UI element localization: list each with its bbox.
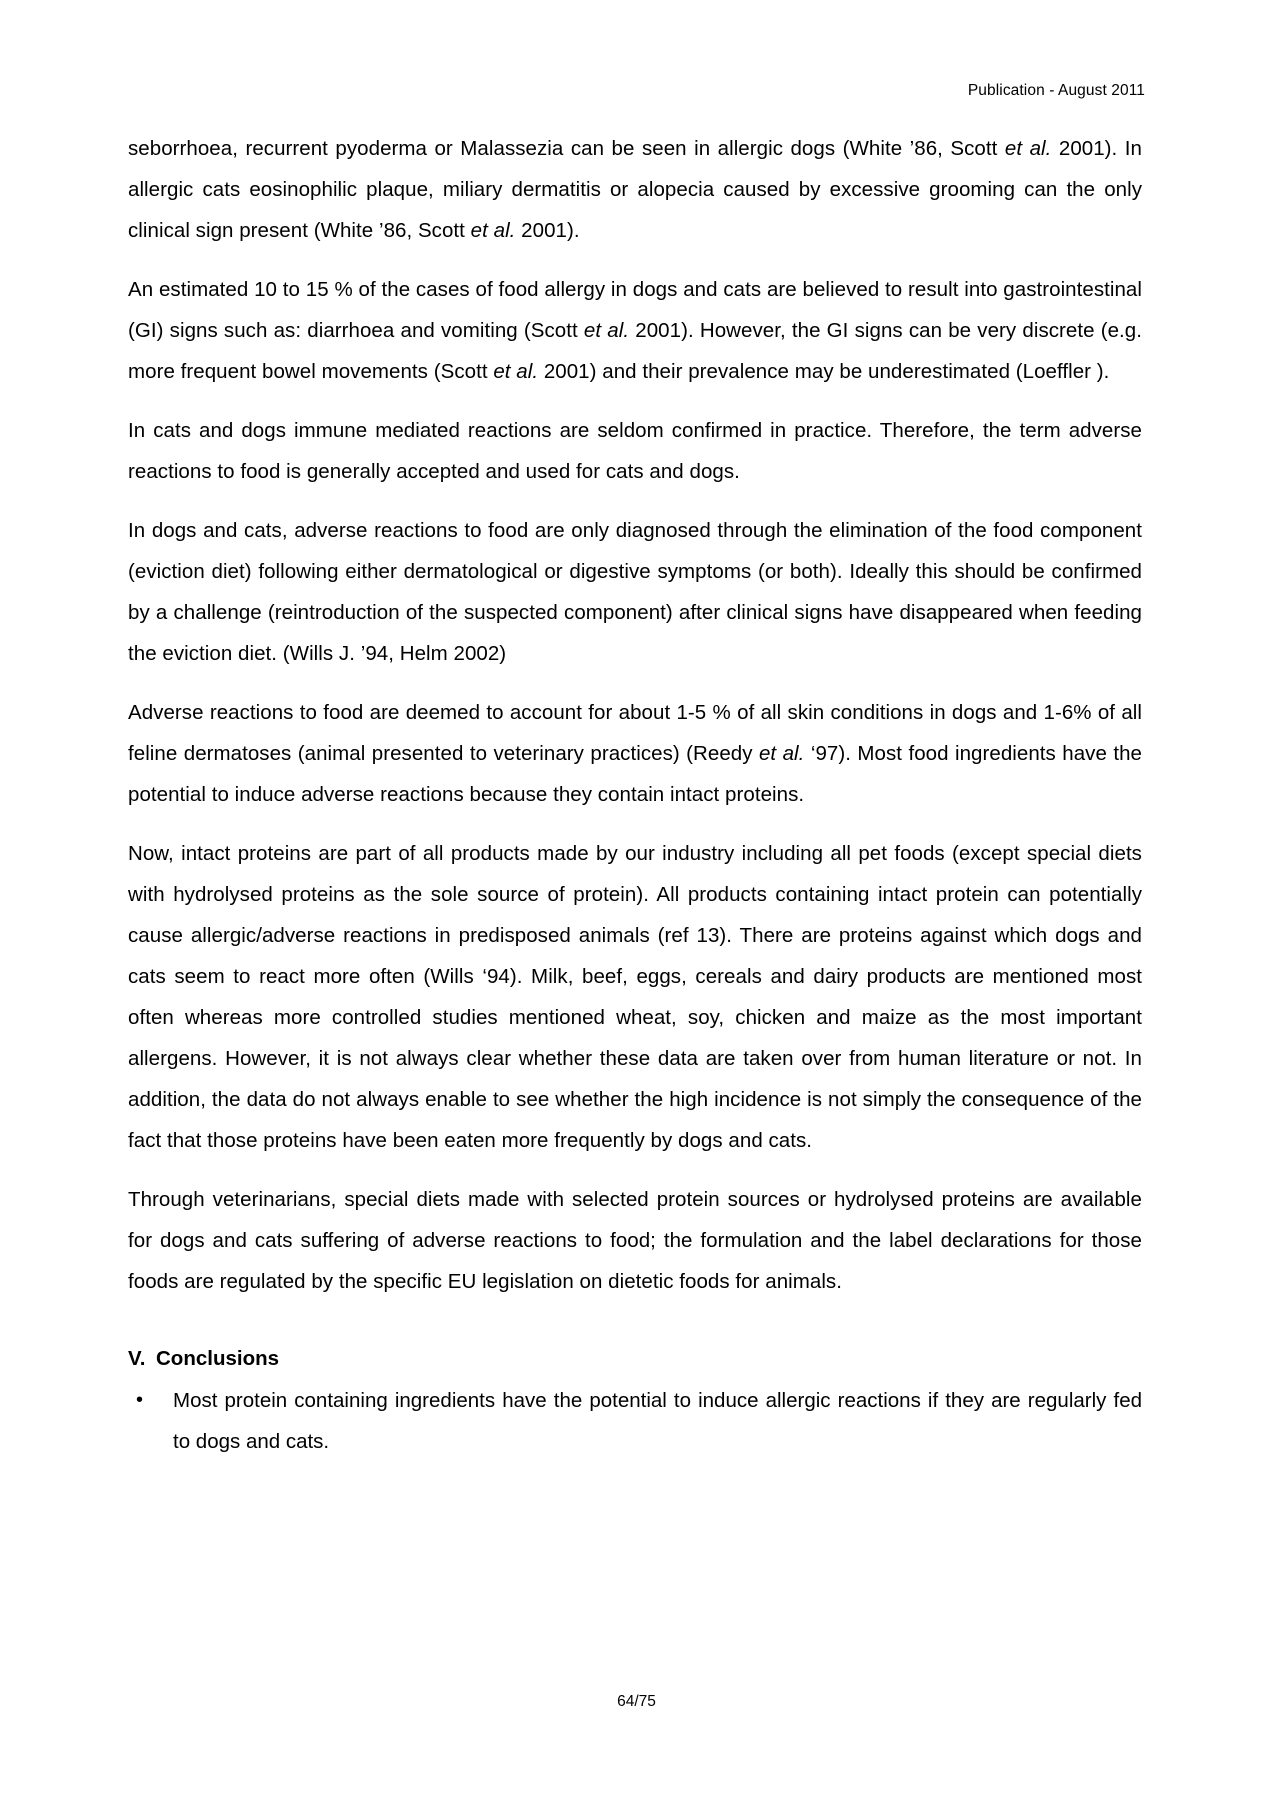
citation-italic: et al. — [1004, 137, 1052, 160]
section-numeral: V. — [128, 1347, 146, 1370]
text-run: 2001). However, the GI signs can be very discrete (e.g. more frequent bowel movements (Scott — [128, 319, 1143, 383]
text-run: 2001). — [515, 219, 580, 242]
paragraph-seborrhoea — [128, 128, 1142, 251]
citation-italic: et al. — [470, 219, 516, 242]
paragraph-intact-proteins — [128, 833, 1142, 1161]
list-item-label: Most protein containing ingredients have the potential to induce allergic reactions if they are regularly fed to dogs and cats. — [173, 1389, 1142, 1453]
paragraph-estimated-gi-signs — [128, 269, 1142, 392]
paragraph-immune-mediated — [128, 410, 1142, 492]
bullet-icon: • — [136, 1389, 144, 1411]
citation-italic: et al. — [493, 360, 539, 383]
citation-italic: et al. — [583, 319, 630, 342]
text-run: Through veterinarians, special diets made with selected protein sources or hydrolysed proteins are available for dogs and cats suffering of adverse reactions to food; the formulation and the label declarations for those foods are regulated by the specific EU legislation on dietetic foods for animals. — [128, 1188, 1142, 1293]
page-number: 64/75 — [617, 1693, 656, 1711]
paragraph-veterinarians — [128, 1179, 1142, 1302]
text-run: In dogs and cats, adverse reactions to food are only diagnosed through the elimination of the food component (eviction diet) following either dermatological or digestive symptoms (or both). Ideally this should be confirmed by a challenge (reintroduction of the suspected component) after clinical signs have disappeared when feeding the eviction diet. (Wills J. ’94, Helm 2002) — [128, 519, 1142, 665]
paragraph-eviction-diet — [128, 510, 1142, 674]
page-body — [128, 128, 1142, 1462]
text-run: 2001) and their prevalence may be underestimated (Loeffler ). — [538, 360, 1110, 383]
page-header-text: Publication - August 2011 — [967, 82, 1145, 99]
citation-italic: et al. — [758, 742, 805, 765]
conclusions-bullet-list — [128, 1380, 1142, 1462]
text-run: 2001). In allergic cats eosinophilic plaque, miliary dermatitis or alopecia caused by excessive grooming can the only clinical sign present (White ’86, Scott — [128, 137, 1142, 242]
section-title: Conclusions — [156, 1347, 280, 1370]
paragraph-skin-conditions — [128, 692, 1142, 815]
list-item — [128, 1380, 1142, 1462]
section-heading-conclusions — [128, 1342, 1142, 1376]
text-run: Adverse reactions to food are deemed to account for about 1-5 % of all skin conditions in dogs and 1-6% of all feline dermatoses (animal presented to veterinary practices) (Reedy — [128, 701, 1142, 765]
text-run: Now, intact proteins are part of all products made by our industry including all pet foods (except special diets with hydrolysed proteins as the sole source of protein). All products containing intact protein can potentially cause allergic/adverse reactions in predisposed animals (ref 13). There are proteins against which dogs and cats seem to react more often (Wills ‘94). Milk, beef, eggs, cereals and dairy products are mentioned most often whereas more controlled studies mentioned wheat, soy, chicken and maize as the most important allergens. However, it is not always clear whether these data are taken over from human literature or not. In addition, the data do not always enable to see whether the high incidence is not simply the consequence of the fact that those proteins have been eaten more frequently by dogs and cats. — [128, 842, 1142, 1152]
text-run: seborrhoea, recurrent pyoderma or Malassezia can be seen in allergic dogs (White ’86, Scott — [128, 137, 1005, 160]
text-run: In cats and dogs immune mediated reactions are seldom confirmed in practice. Therefore, the term adverse reactions to food is generally accepted and used for cats and dogs. — [128, 419, 1142, 483]
page-header — [128, 82, 1145, 101]
text-run: An estimated 10 to 15 % of the cases of food allergy in dogs and cats are believed to result into gastrointestinal (GI) signs such as: diarrhoea and vomiting (Scott — [128, 278, 1142, 342]
page-footer — [0, 1693, 1273, 1712]
text-run: ‘97). Most food ingredients have the potential to induce adverse reactions because they contain intact proteins. — [128, 742, 1142, 806]
